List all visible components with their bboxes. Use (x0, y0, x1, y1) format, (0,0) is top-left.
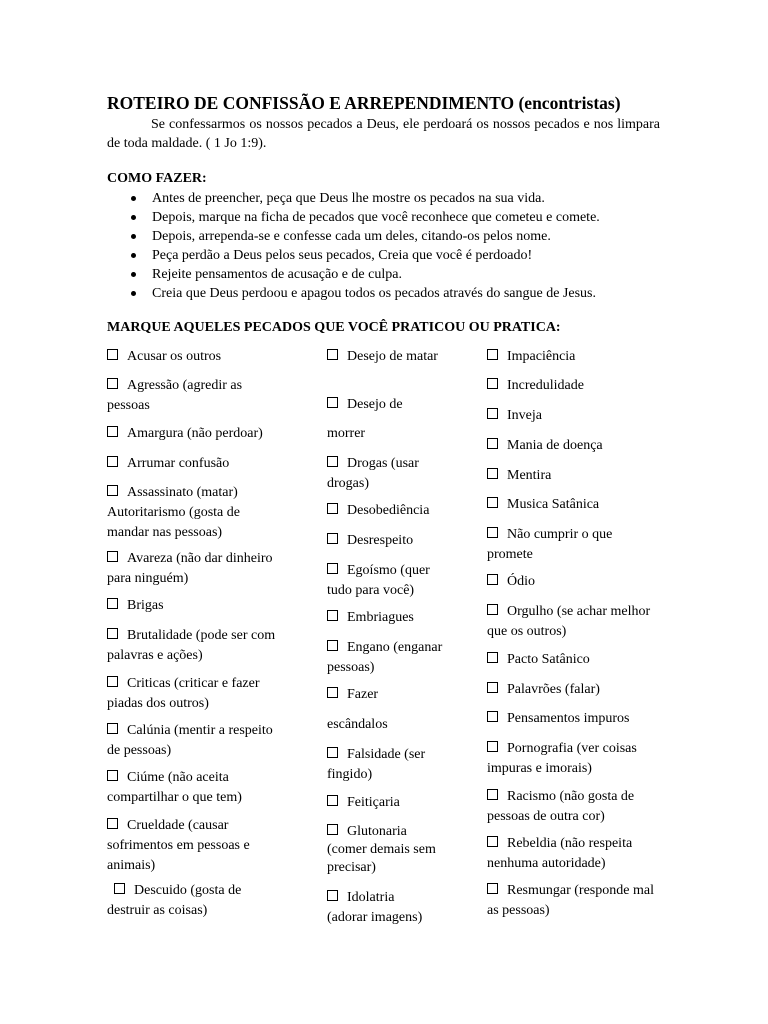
checklist-item-continuation (327, 715, 447, 735)
checkbox-icon[interactable] (327, 456, 338, 467)
checkbox-icon[interactable] (487, 497, 498, 508)
checkbox-icon[interactable] (327, 610, 338, 621)
checkbox-icon[interactable] (107, 770, 118, 781)
checkbox-icon[interactable] (107, 378, 118, 389)
checkbox-icon[interactable] (327, 747, 338, 758)
step-item: Antes de preencher, peça que Deus lhe mostre os pecados na sua vida. (107, 189, 667, 208)
checklist-item-label: Pornografia (ver coisas impuras e imorais) (487, 741, 637, 776)
checkbox-icon[interactable] (327, 824, 338, 835)
step-item: Depois, arrependa-se e confesse cada um deles, citando-os pelos nome. (107, 227, 667, 246)
checklist-item[interactable] (327, 888, 437, 928)
checkbox-icon[interactable] (114, 883, 125, 894)
checkbox-icon[interactable] (107, 628, 118, 639)
checkbox-icon[interactable] (107, 485, 118, 496)
page-title: ROTEIRO DE CONFISSÃO E ARREPENDIMENTO (encontristas) (107, 93, 621, 113)
checkbox-icon[interactable] (487, 741, 498, 752)
checklist-item-label: Rebeldia (não respeita nenhuma autoridade) (487, 836, 633, 871)
checkbox-icon[interactable] (487, 349, 498, 360)
checklist-item-label: Orgulho (se achar melhor que os outros) (487, 604, 651, 639)
checklist-item-label: Desrespeito (347, 533, 414, 548)
checkbox-icon[interactable] (107, 349, 118, 360)
checkbox-icon[interactable] (327, 563, 338, 574)
checklist-item-label: Palavrões (falar) (507, 682, 600, 697)
checkbox-icon[interactable] (487, 711, 498, 722)
checklist-item-label: Engano (enganar pessoas) (327, 640, 443, 675)
checklist-item-label: Criticas (criticar e fazer piadas dos outros) (107, 676, 260, 711)
checkbox-icon[interactable] (487, 604, 498, 615)
howto-steps-list (107, 189, 667, 303)
checklist-item-label: escândalos (327, 717, 388, 732)
checklist-item[interactable] (487, 602, 657, 642)
checklist-item-label: Fazer (347, 687, 379, 702)
checklist-item[interactable] (107, 626, 277, 666)
checklist-item-label: Pacto Satânico (507, 652, 590, 667)
checkbox-icon[interactable] (487, 883, 498, 894)
checklist-item-label: Drogas (usar drogas) (327, 456, 419, 491)
checklist-item-label: Musica Satânica (507, 497, 600, 512)
step-item: Creia que Deus perdoou e apagou todos os pecados através do sangue de Jesus. (107, 284, 667, 303)
checklist-item-continuation (327, 424, 447, 444)
checklist-item[interactable] (107, 881, 277, 921)
checklist-item-label: Falsidade (ser fingido) (327, 747, 426, 782)
checklist-item[interactable] (487, 525, 657, 565)
checklist-item[interactable] (327, 793, 447, 813)
checklist-item[interactable] (327, 638, 447, 678)
checklist-item[interactable] (327, 745, 447, 785)
checklist-item[interactable] (487, 650, 657, 670)
step-item: Peça perdão a Deus pelos seus pecados, Creia que você é perdoado! (107, 246, 667, 265)
checklist-item[interactable] (107, 768, 277, 808)
checkbox-icon[interactable] (107, 818, 118, 829)
checklist-item[interactable] (487, 834, 657, 874)
checklist-heading: MARQUE AQUELES PECADOS QUE VOCÊ PRATICOU OU PRATICA: (107, 320, 561, 335)
checklist-item[interactable] (327, 685, 447, 705)
checklist-item[interactable] (107, 721, 277, 761)
checkbox-icon[interactable] (107, 551, 118, 562)
checklist-item[interactable] (107, 347, 277, 367)
checklist-item-label: Agressão (agredir as pessoas (107, 378, 243, 413)
checkbox-icon[interactable] (327, 795, 338, 806)
checkbox-icon[interactable] (327, 533, 338, 544)
checkbox-icon[interactable] (487, 378, 498, 389)
checklist-item[interactable] (327, 823, 437, 877)
checklist-item[interactable] (107, 549, 277, 589)
checklist-item[interactable] (327, 347, 447, 367)
checklist-item[interactable] (487, 739, 657, 779)
checklist-item-label: Feitiçaria (347, 795, 400, 810)
checklist-item[interactable] (487, 347, 657, 367)
checkbox-icon[interactable] (107, 598, 118, 609)
checklist-item[interactable] (107, 483, 277, 543)
checkbox-icon[interactable] (327, 349, 338, 360)
checklist-item-label: Glutonaria (comer demais sem precisar) (327, 824, 436, 875)
checklist-item[interactable] (327, 608, 447, 628)
checklist-item[interactable] (107, 376, 277, 416)
step-item: Rejeite pensamentos de acusação e de culpa. (107, 265, 667, 284)
checklist-item[interactable] (327, 531, 447, 551)
checklist-item-label: Desobediência (347, 503, 430, 518)
checkbox-icon[interactable] (487, 652, 498, 663)
checklist-item[interactable] (487, 709, 657, 729)
checklist-item-label: Calúnia (mentir a respeito de pessoas) (107, 723, 273, 758)
checklist-item-label: Pensamentos impuros (507, 711, 630, 726)
checklist-item-label: Idolatria (adorar imagens) (327, 890, 423, 925)
checklist-item-label: Desejo de matar (347, 349, 438, 364)
checklist-item[interactable] (487, 680, 657, 700)
checklist-item-label: Impaciência (507, 349, 576, 364)
checklist-item[interactable] (327, 561, 447, 601)
checklist-item-label: Racismo (não gosta de pessoas de outra cor) (487, 789, 635, 824)
checklist-item[interactable] (487, 376, 657, 396)
checklist-item-label: Assassinato (matar) Autoritarismo (gosta de mandar nas pessoas) (107, 485, 240, 540)
checklist-item-label: Resmungar (responde mal as pessoas) (487, 883, 654, 918)
checkbox-icon[interactable] (327, 503, 338, 514)
checklist-item-label: Amargura (não perdoar) (127, 426, 263, 441)
checkbox-icon[interactable] (327, 890, 338, 901)
checklist-item[interactable] (487, 406, 657, 426)
checklist-item-label: Ciúme (não aceita compartilhar o que tem) (107, 770, 242, 805)
checklist-item[interactable] (107, 596, 277, 616)
checklist-item-label: morrer (327, 426, 366, 441)
checklist-item-label: Desejo de (347, 397, 403, 412)
checklist-item-label: Arrumar confusão (127, 456, 230, 471)
checkbox-icon[interactable] (107, 426, 118, 437)
checklist-item-label: Mania de doença (507, 438, 603, 453)
checkbox-icon[interactable] (487, 527, 498, 538)
checklist-item[interactable] (107, 816, 267, 876)
checkbox-icon[interactable] (327, 397, 338, 408)
checkbox-icon[interactable] (107, 456, 118, 467)
checklist-item-label: Crueldade (causar sofrimentos em pessoas e animais) (107, 818, 250, 873)
checkbox-icon[interactable] (487, 836, 498, 847)
checkbox-icon[interactable] (107, 723, 118, 734)
checklist-item-label: Acusar os outros (127, 349, 222, 364)
checkbox-icon[interactable] (487, 408, 498, 419)
checkbox-icon[interactable] (487, 574, 498, 585)
checklist-item-label: Mentira (507, 468, 552, 483)
checkbox-icon[interactable] (487, 468, 498, 479)
checklist-item-label: Inveja (507, 408, 542, 423)
checklist-item[interactable] (487, 787, 657, 827)
step-item: Depois, marque na ficha de pecados que você reconhece que cometeu e comete. (107, 208, 667, 227)
checkbox-icon[interactable] (327, 687, 338, 698)
checklist-item-label: Não cumprir o que promete (487, 527, 613, 562)
checkbox-icon[interactable] (487, 789, 498, 800)
checklist-item[interactable] (107, 424, 277, 444)
checklist-item[interactable] (487, 495, 657, 515)
checklist-item-label: Brigas (127, 598, 164, 613)
checklist-item[interactable] (107, 454, 277, 474)
checklist-item[interactable] (487, 572, 657, 592)
checklist-item[interactable] (327, 395, 447, 415)
checklist-item[interactable] (487, 881, 657, 921)
howto-heading: COMO FAZER: (107, 171, 207, 186)
checklist-item-label: Descuido (gosta de destruir as coisas) (107, 883, 242, 918)
checklist-item-label: Brutalidade (pode ser com palavras e ações) (107, 628, 276, 663)
checklist-item-label: Embriagues (347, 610, 414, 625)
checklist-item[interactable] (327, 501, 447, 521)
checklist-item[interactable] (487, 436, 657, 456)
checklist-item[interactable] (107, 674, 277, 714)
checkbox-icon[interactable] (487, 438, 498, 449)
checkbox-icon[interactable] (107, 676, 118, 687)
checkbox-icon[interactable] (327, 640, 338, 651)
checklist-item-label: Incredulidade (507, 378, 584, 393)
intro-paragraph: Se confessarmos os nossos pecados a Deus, ele perdoará os nossos pecados e nos limpara de toda maldade. ( 1 Jo 1:9). (107, 117, 660, 151)
checklist-item[interactable] (487, 466, 657, 486)
checklist-item-label: Avareza (não dar dinheiro para ninguém) (107, 551, 273, 586)
checklist-item-label: Egoísmo (quer tudo para você) (327, 563, 430, 598)
checklist-item-label: Ódio (507, 574, 535, 589)
checkbox-icon[interactable] (487, 682, 498, 693)
checklist-item[interactable] (327, 454, 447, 494)
